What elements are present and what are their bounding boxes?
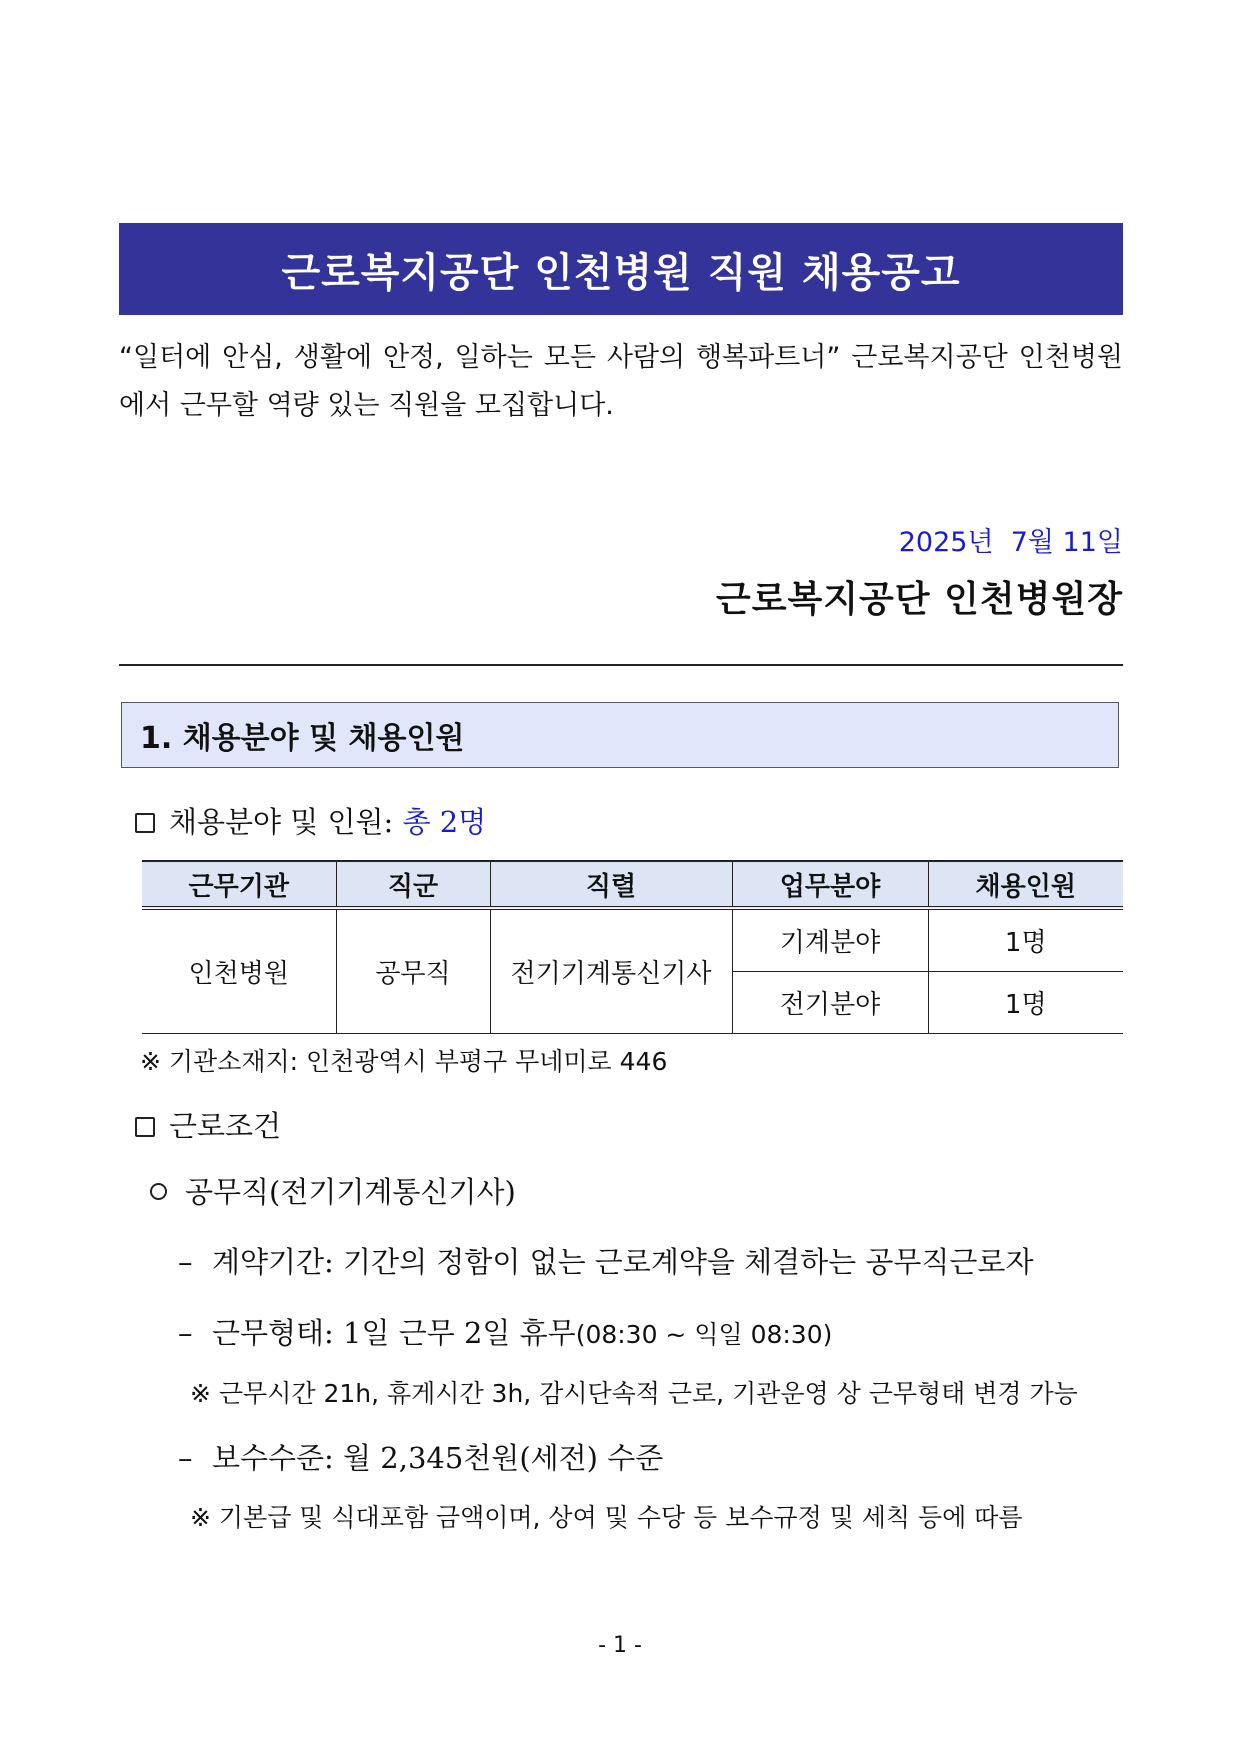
position-heading — [150, 1170, 516, 1211]
header-job-series: 직렬 — [490, 861, 732, 908]
header-job-group: 직군 — [336, 861, 490, 908]
dash-bullet: – — [178, 1441, 193, 1475]
announcement-title: 근로복지공단 인천병원 직원 채용공고 — [119, 223, 1123, 315]
cell-job-group: 공무직 — [336, 908, 490, 1034]
work-form-time: (08:30 ~ 익일 08:30) — [575, 1320, 833, 1349]
checkbox-square-icon — [135, 1117, 155, 1137]
position-heading-text: 공무직(전기기계통신기사) — [185, 1175, 516, 1209]
section-heading-text: 1. 채용분야 및 채용인원 — [140, 721, 465, 756]
header-institution: 근무기관 — [142, 861, 336, 908]
contract-text: 계약기간: 기간의 정함이 없는 근로계약을 체결하는 공무직근로자 — [212, 1245, 1034, 1279]
cell-institution: 인천병원 — [142, 908, 336, 1034]
announcement-date: 2025년 7월 11일 — [898, 527, 1123, 558]
location-note: ※ 기관소재지: 인천광역시 부평구 무네미로 446 — [140, 1047, 668, 1076]
conditions-heading-text: 근로조건 — [169, 1109, 282, 1143]
intro-paragraph: “일터에 안심, 생활에 안정, 일하는 모든 사람의 행복파트너” 근로복지공단 인천병원에서 근무할 역량 있는 직원을 모집합니다. — [119, 342, 1123, 421]
page-number: - 1 - — [598, 1633, 642, 1658]
work-form-item — [178, 1311, 832, 1352]
recruitment-table — [142, 860, 1123, 1034]
recruit-field-heading-text: 채용분야 및 인원: — [169, 805, 394, 839]
circle-bullet-icon — [150, 1183, 167, 1200]
issuer-name: 근로복지공단 인천병원장 — [715, 579, 1123, 620]
header-work-field: 업무분야 — [732, 861, 928, 908]
table-header-row — [142, 861, 1123, 908]
pay-text: 보수수준: 월 2,345천원(세전) 수준 — [212, 1441, 664, 1475]
dash-bullet: – — [178, 1245, 193, 1279]
work-form-note: ※ 근무시간 21h, 휴게시간 3h, 감시단속적 근로, 기관운영 상 근무형태 변경 가능 — [190, 1379, 1078, 1408]
work-form-text: 근무형태: 1일 근무 2일 휴무 — [212, 1316, 576, 1350]
cell-headcount: 1명 — [928, 972, 1123, 1034]
contract-item — [178, 1240, 1033, 1281]
recruit-total: 총 2명 — [402, 805, 487, 839]
checkbox-square-icon — [135, 813, 155, 833]
header-headcount: 채용인원 — [928, 861, 1123, 908]
cell-headcount: 1명 — [928, 908, 1123, 972]
recruit-field-heading — [135, 800, 486, 841]
conditions-heading — [135, 1104, 281, 1145]
cell-work-field: 기계분야 — [732, 908, 928, 972]
pay-item — [178, 1436, 663, 1477]
table-row — [142, 908, 1123, 972]
dash-bullet: – — [178, 1316, 193, 1350]
pay-note: ※ 기본급 및 식대포함 금액이며, 상여 및 수당 등 보수규정 및 세칙 등에 따름 — [190, 1503, 1023, 1532]
divider-line — [119, 664, 1123, 666]
section-heading — [121, 702, 1119, 768]
cell-job-series: 전기기계통신기사 — [490, 908, 732, 1034]
cell-work-field: 전기분야 — [732, 972, 928, 1034]
